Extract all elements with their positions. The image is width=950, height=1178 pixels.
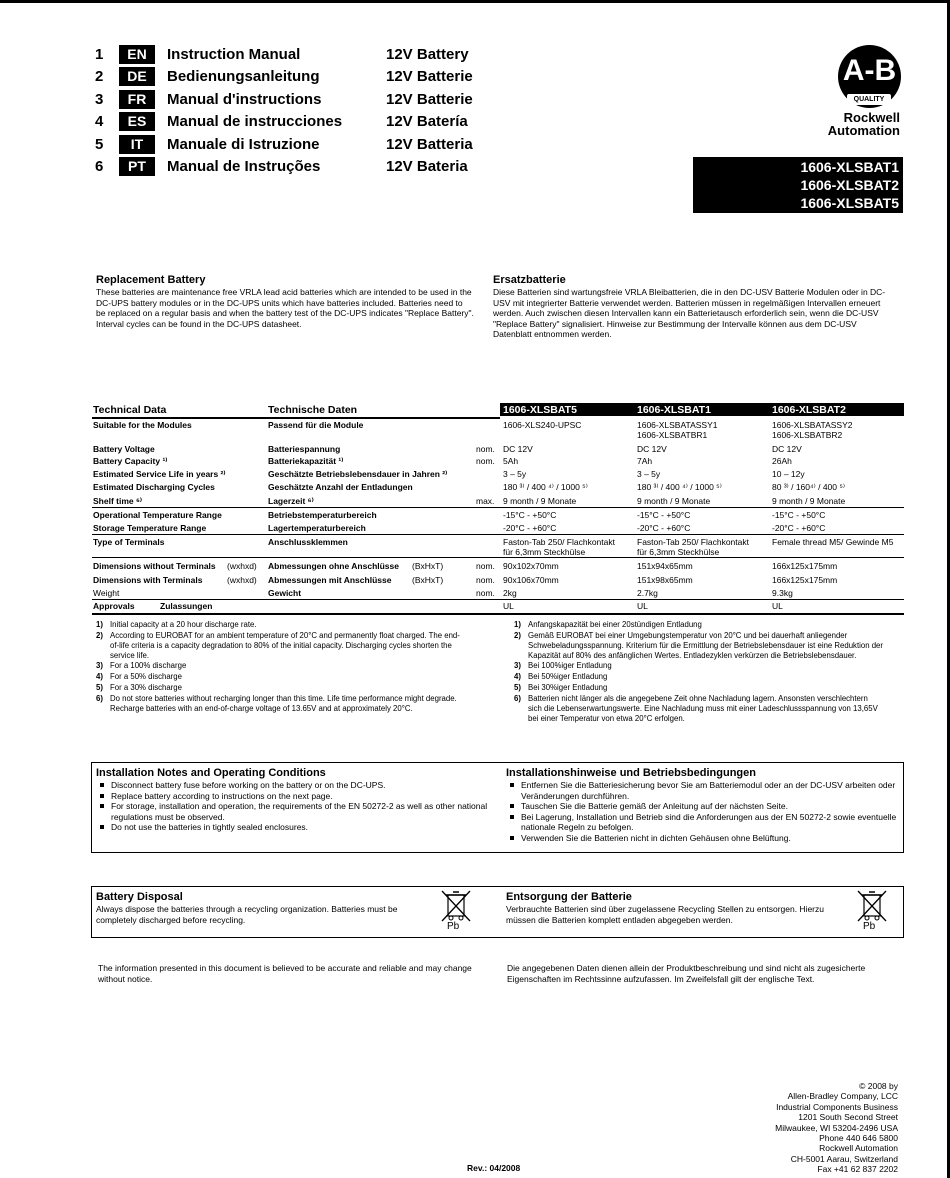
row-label-en: Estimated Discharging Cycles xyxy=(93,482,215,492)
section-title: Replacement Battery xyxy=(96,274,206,286)
cell-value: Faston-Tab 250/ Flachkontakt für 6,3mm Steckhülse xyxy=(637,537,749,557)
footnote-text: Anfangskapazität bei einer 20stündigen Entladung xyxy=(528,620,702,629)
footnote-text: Bei 50%iger Entladung xyxy=(528,672,608,681)
table-row xyxy=(92,455,904,466)
ab-logo-mark: A-B xyxy=(838,45,901,108)
list-item: Bei Lagerung, Installation und Betrieb sind die Anforderungen aus der EN 50272-2 sowie eventuelle nationale Regeln zu befolgen. xyxy=(506,812,901,833)
footnote-text: For a 30% discharge xyxy=(110,683,182,692)
footnote-key: 5) xyxy=(96,683,103,692)
footnote-text: For a 100% discharge xyxy=(110,661,187,670)
disclaimer-de: Die angegebenen Daten dienen allein der Produktbeschreibung und sind nicht als zugesicherte Eigenschaften im Rechtssinne aufzufassen. Im Zweifelsfall gilt der englische Text. xyxy=(507,963,866,984)
footnotes-de xyxy=(514,620,914,723)
row-label-en: Operational Temperature Range xyxy=(93,510,222,520)
cell-value: 180 ³⁾ / 400 ⁴⁾ / 1000 ⁵⁾ xyxy=(637,482,722,492)
cell-value: 3 – 5y xyxy=(503,469,527,479)
row-label-de: Anschlussklemmen xyxy=(268,537,348,547)
language-number: 5 xyxy=(95,136,104,153)
address-line: Phone 440 646 5800 xyxy=(819,1133,898,1144)
section-text: Always dispose the batteries through a recycling organization. Batteries must be completely discharged before recycling. xyxy=(96,904,398,925)
footnote-text: For a 50% discharge xyxy=(110,672,182,681)
cell-value: DC 12V xyxy=(637,444,667,454)
disposal-section-de xyxy=(506,891,846,925)
footnote-text: Do not store batteries without recharging longer than this time. Life time performance might degrade. Recharge batteries with an end-of-charge voltage of 13.65V and at approximately 20°C. xyxy=(110,694,457,713)
section-title: Entsorgung der Batterie xyxy=(506,891,632,903)
row-label-de: Passend für die Module xyxy=(268,420,364,430)
cell-value: 151x98x65mm xyxy=(637,575,693,585)
list-item: Do not use the batteries in tightly sealed enclosures. xyxy=(96,822,496,833)
row-divider xyxy=(92,557,904,558)
language-code: PT xyxy=(119,157,155,176)
model-number-box xyxy=(693,157,903,213)
cell-value: -20°C - +60°C xyxy=(637,523,691,533)
disposal-box xyxy=(91,886,904,938)
footnote-key: 2) xyxy=(514,631,521,640)
language-code: ES xyxy=(119,112,155,131)
row-label-de: Gewicht xyxy=(268,588,302,598)
manual-title: Bedienungsanleitung xyxy=(167,68,320,85)
cell-value: 3 – 5y xyxy=(637,469,661,479)
cell-value: 5Ah xyxy=(503,456,519,466)
list-item: Entfernen Sie die Batteriesicherung bevor Sie am Batteriemodul oder an der DC-USV arbeiten oder Veränderungen durchführen. xyxy=(506,780,901,801)
battery-label: 12V Batteria xyxy=(386,136,473,153)
replacement-section-de xyxy=(493,274,893,340)
row-label-de: Abmessungen mit Anschlüsse xyxy=(268,575,392,585)
language-number: 6 xyxy=(95,158,104,175)
battery-label: 12V Battery xyxy=(386,46,469,63)
footnote-key: 4) xyxy=(96,672,103,681)
row-label-de: Zulassungen xyxy=(160,601,213,611)
battery-label: 12V Batería xyxy=(386,113,468,130)
cell-value: Faston-Tab 250/ Flachkontakt für 6,3mm Steckhülse xyxy=(503,537,615,557)
section-text: Diese Batterien sind wartungsfreie VRLA Bleibatterien, die in den DC-USV Batterie Modulen oder in DC-USV mit integrierter Batterie verwendet werden. Batterien müssen in regelmäßigen Intervallen erneuert werden. Auch zwischen diesen Intervallen kann ein Batterietausch erforderlich sein, wenn die DC-USV "Replace Battery" signalisiert. Hinweise zur Bestimmung der Intervalle können aus dem DC-USV Datenblatt entnommen werden. xyxy=(493,287,886,339)
language-number: 3 xyxy=(95,91,104,108)
cell-value: 2.7kg xyxy=(637,588,658,598)
table-row xyxy=(92,522,904,533)
footnote-text: Gemäß EUROBAT bei einer Umgebungstemperatur von 20°C und bei dauerhaft anliegender Schwebeladungsspannung. Kriterium für die Ermittlung der Betriebslebensdauer ist eine Reduktion der Kapazität auf 80% des anfänglichen Wertes. Entladezyklen verkürzen die Betriebslebensdauer. xyxy=(528,631,883,660)
table-row xyxy=(92,560,904,571)
table-row xyxy=(92,587,904,598)
language-number: 4 xyxy=(95,113,104,130)
language-code: FR xyxy=(119,90,155,109)
cell-value: 2kg xyxy=(503,588,517,598)
table-row xyxy=(92,509,904,520)
cell-value: 151x94x65mm xyxy=(637,561,693,571)
table-row xyxy=(92,419,904,440)
row-label-en: Battery Capacity ¹⁾ xyxy=(93,456,168,466)
row-label-de: Batteriespannung xyxy=(268,444,341,454)
company-address xyxy=(775,1081,898,1175)
table-row xyxy=(92,495,904,506)
section-title: Installation Notes and Operating Conditions xyxy=(96,767,326,779)
row-label-en: Shelf time ⁶⁾ xyxy=(93,496,142,506)
row-label-de: Betriebstemperaturbereich xyxy=(268,510,377,520)
language-code: DE xyxy=(119,67,155,86)
rockwell-logo xyxy=(800,45,900,140)
row-unit-en: (wxhxd) xyxy=(227,575,257,585)
replacement-section-en xyxy=(96,274,474,329)
footnote-key: 4) xyxy=(514,672,521,681)
header-en: Technical Data xyxy=(93,404,167,416)
manual-title: Instruction Manual xyxy=(167,46,301,63)
cell-value: -15°C - +50°C xyxy=(772,510,826,520)
cell-value: 1606-XLSBATASSY1 1606-XLSBATBR1 xyxy=(637,420,718,440)
row-qualifier: nom. xyxy=(476,456,495,466)
row-unit-en: (wxhxd) xyxy=(227,561,257,571)
disposal-section-en xyxy=(96,891,426,925)
battery-label: 12V Bateria xyxy=(386,158,468,175)
section-title: Battery Disposal xyxy=(96,891,183,903)
manual-title: Manual de instrucciones xyxy=(167,113,343,130)
table-row xyxy=(92,600,904,612)
cell-value: UL xyxy=(637,601,648,611)
installation-box xyxy=(91,762,904,853)
cell-value: UL xyxy=(772,601,783,611)
installation-list xyxy=(96,780,496,833)
footnote-text: Bei 30%iger Entladung xyxy=(528,683,608,692)
address-line: 1201 South Second Street xyxy=(798,1112,898,1123)
row-label-en: Battery Voltage xyxy=(93,444,155,454)
crossed-bin-icon xyxy=(855,889,889,933)
cell-value: -15°C - +50°C xyxy=(637,510,691,520)
logo-line-2: Automation xyxy=(827,123,900,138)
row-unit-de: (BxHxT) xyxy=(412,561,444,571)
cell-value: DC 12V xyxy=(503,444,533,454)
footnote-key: 6) xyxy=(514,694,521,703)
list-item: Replace battery according to instructions on the next page. xyxy=(96,791,496,802)
row-label-en: Suitable for the Modules xyxy=(93,420,192,430)
cell-value: -20°C - +60°C xyxy=(772,523,826,533)
row-label-de: Geschätzte Betriebslebensdauer in Jahren ²⁾ xyxy=(268,469,448,479)
address-line: Milwaukee, WI 53204-2496 USA xyxy=(775,1122,898,1133)
cell-value: DC 12V xyxy=(772,444,802,454)
address-line: © 2008 by xyxy=(859,1081,898,1091)
footnote-text: Batterien nicht länger als die angegebene Zeit ohne Nachladung lagern. Ansonsten verschlechtern sich die Lebenserwartungswerte. Eine Nachladung muss mit einer Ladeschlussspannung von 13,65V bei einer Temperatur von etwa 20°C erfolgen. xyxy=(528,694,878,723)
language-number: 1 xyxy=(95,46,104,63)
row-qualifier: max. xyxy=(476,496,495,506)
table-header xyxy=(92,403,904,416)
address-line: Fax +41 62 837 2202 xyxy=(817,1164,898,1175)
column-header: 1606-XLSBAT5 xyxy=(503,404,577,416)
cell-value: 1606-XLS240-UPSC xyxy=(503,420,582,430)
cell-value: 90x106x70mm xyxy=(503,575,559,585)
manual-title: Manual d'instructions xyxy=(167,91,322,108)
row-divider xyxy=(92,507,904,508)
section-title: Ersatzbatterie xyxy=(493,274,566,286)
cell-value: -15°C - +50°C xyxy=(503,510,557,520)
footnotes-en xyxy=(96,620,496,720)
model-number: 1606-XLSBAT5 xyxy=(800,195,899,211)
manual-title: Manuale di Istruzione xyxy=(167,136,320,153)
table-row xyxy=(92,443,904,454)
address-line: Industrial Components Business xyxy=(776,1101,898,1112)
pb-label: Pb xyxy=(447,921,460,932)
footnote-text: Bei 100%iger Entladung xyxy=(528,661,612,670)
row-label-de: Lagerzeit ⁶⁾ xyxy=(268,496,314,506)
cell-value: -20°C - +60°C xyxy=(503,523,557,533)
section-title: Installationshinweise und Betriebsbedingungen xyxy=(506,767,756,779)
quality-badge: QUALITY xyxy=(847,94,891,105)
cell-value: 7Ah xyxy=(637,456,653,466)
list-item: Disconnect battery fuse before working on the battery or on the DC-UPS. xyxy=(96,780,496,791)
footnote-key: 1) xyxy=(514,620,521,629)
cell-value: UL xyxy=(503,601,514,611)
column-header: 1606-XLSBAT2 xyxy=(772,404,846,416)
language-code: IT xyxy=(119,135,155,154)
header-de: Technische Daten xyxy=(268,404,358,416)
list-item: For storage, installation and operation, the requirements of the EN 50272-2 as well as other national regulations must be observed. xyxy=(96,801,496,822)
list-item: Tauschen Sie die Batterie gemäß der Anleitung auf der nächsten Seite. xyxy=(506,801,901,812)
row-label-de: Geschätzte Anzahl der Entladungen xyxy=(268,482,413,492)
row-label-en: Weight xyxy=(93,588,120,598)
cell-value: 166x125x175mm xyxy=(772,575,838,585)
row-qualifier: nom. xyxy=(476,561,495,571)
installation-section-en xyxy=(96,767,496,833)
cell-value: 26Ah xyxy=(772,456,792,466)
table-row xyxy=(92,574,904,585)
disclaimer-en: The information presented in this document is believed to be accurate and reliable and may change without notice. xyxy=(98,963,472,984)
revision: Rev.: 04/2008 xyxy=(467,1163,521,1173)
column-header: 1606-XLSBAT1 xyxy=(637,404,711,416)
footnote-text: Initial capacity at a 20 hour discharge rate. xyxy=(110,620,257,629)
cell-value: 9 month / 9 Monate xyxy=(503,496,577,506)
footnote-text: According to EUROBAT for an ambient temperature of 20°C and permanently float charged. The end- of-life criteria is a capacity degradation to 80% of the initial capacity. Discharging cycles shorten the service life. xyxy=(110,631,460,660)
row-label-en: Dimensions without Terminals xyxy=(93,561,216,571)
table-row xyxy=(92,481,904,492)
installation-list xyxy=(506,780,901,843)
footnote-key: 5) xyxy=(514,683,521,692)
cell-value: 10 – 12y xyxy=(772,469,805,479)
row-qualifier: nom. xyxy=(476,444,495,454)
row-label-de: Batteriekapazität ¹⁾ xyxy=(268,456,344,466)
cell-value: 1606-XLSBATASSY2 1606-XLSBATBR2 xyxy=(772,420,853,440)
cell-value: 90x102x70mm xyxy=(503,561,559,571)
logo-line-1: Rockwell xyxy=(843,110,900,125)
battery-label: 12V Batterie xyxy=(386,91,473,108)
cell-value: 80 ³⁾ / 160⁴⁾ / 400 ⁵⁾ xyxy=(772,482,845,492)
row-label-en: Dimensions with Terminals xyxy=(93,575,203,585)
model-number: 1606-XLSBAT2 xyxy=(800,177,899,193)
row-unit-de: (BxHxT) xyxy=(412,575,444,585)
row-qualifier: nom. xyxy=(476,588,495,598)
cell-value: 9 month / 9 Monate xyxy=(637,496,711,506)
installation-section-de xyxy=(506,767,901,843)
row-label-en: Approvals xyxy=(93,601,135,611)
logo-wordmark xyxy=(828,111,900,137)
address-line: CH-5001 Aarau, Switzerland xyxy=(790,1153,898,1164)
footnote-key: 3) xyxy=(514,661,521,670)
cell-value: 9.3kg xyxy=(772,588,793,598)
row-divider xyxy=(92,534,904,535)
row-label-de: Lagertemperaturbereich xyxy=(268,523,366,533)
section-text: Verbrauchte Batterien sind über zugelassene Recycling Stellen zu entsorgen. Hierzu müssen die Batterien komplett entladen abgegeben werden. xyxy=(506,904,824,925)
battery-label: 12V Batterie xyxy=(386,68,473,85)
language-code: EN xyxy=(119,45,155,64)
row-divider xyxy=(92,613,904,615)
table-row xyxy=(92,468,904,479)
row-qualifier: nom. xyxy=(476,575,495,585)
pb-label: Pb xyxy=(863,921,876,932)
row-label-en: Estimated Service Life in years ²⁾ xyxy=(93,469,226,479)
footnote-key: 3) xyxy=(96,661,103,670)
row-label-de: Abmessungen ohne Anschlüsse xyxy=(268,561,399,571)
address-line: Allen-Bradley Company, LCC xyxy=(787,1091,898,1102)
cell-value: 166x125x175mm xyxy=(772,561,838,571)
crossed-bin-icon xyxy=(439,889,473,933)
section-text: These batteries are maintenance free VRLA lead acid batteries which are intended to be used in the DC-UPS battery modules or in the DC-UPS units which have batteries included. Batteries need to be replaced on a regular basis and when the battery test of the DC-UPS indicates "Replace Battery". Interval cycles can be found in the DC-UPS datasheet. xyxy=(96,287,474,329)
footnote-key: 2) xyxy=(96,631,103,640)
list-item: Verwenden Sie die Batterien nicht in dichten Gehäusen ohne Belüftung. xyxy=(506,833,901,844)
row-label-en: Storage Temperature Range xyxy=(93,523,207,533)
model-number: 1606-XLSBAT1 xyxy=(800,159,899,175)
cell-value: Female thread M5/ Gewinde M5 xyxy=(772,537,894,547)
manual-title: Manual de Instruções xyxy=(167,158,321,175)
row-label-en: Type of Terminals xyxy=(93,537,165,547)
language-number: 2 xyxy=(95,68,104,85)
table-row xyxy=(92,536,904,556)
address-line: Rockwell Automation xyxy=(819,1143,898,1154)
cell-value: 9 month / 9 Monate xyxy=(772,496,846,506)
footnote-key: 6) xyxy=(96,694,103,703)
footnote-key: 1) xyxy=(96,620,103,629)
cell-value: 180 ³⁾ / 400 ⁴⁾ / 1000 ⁵⁾ xyxy=(503,482,588,492)
